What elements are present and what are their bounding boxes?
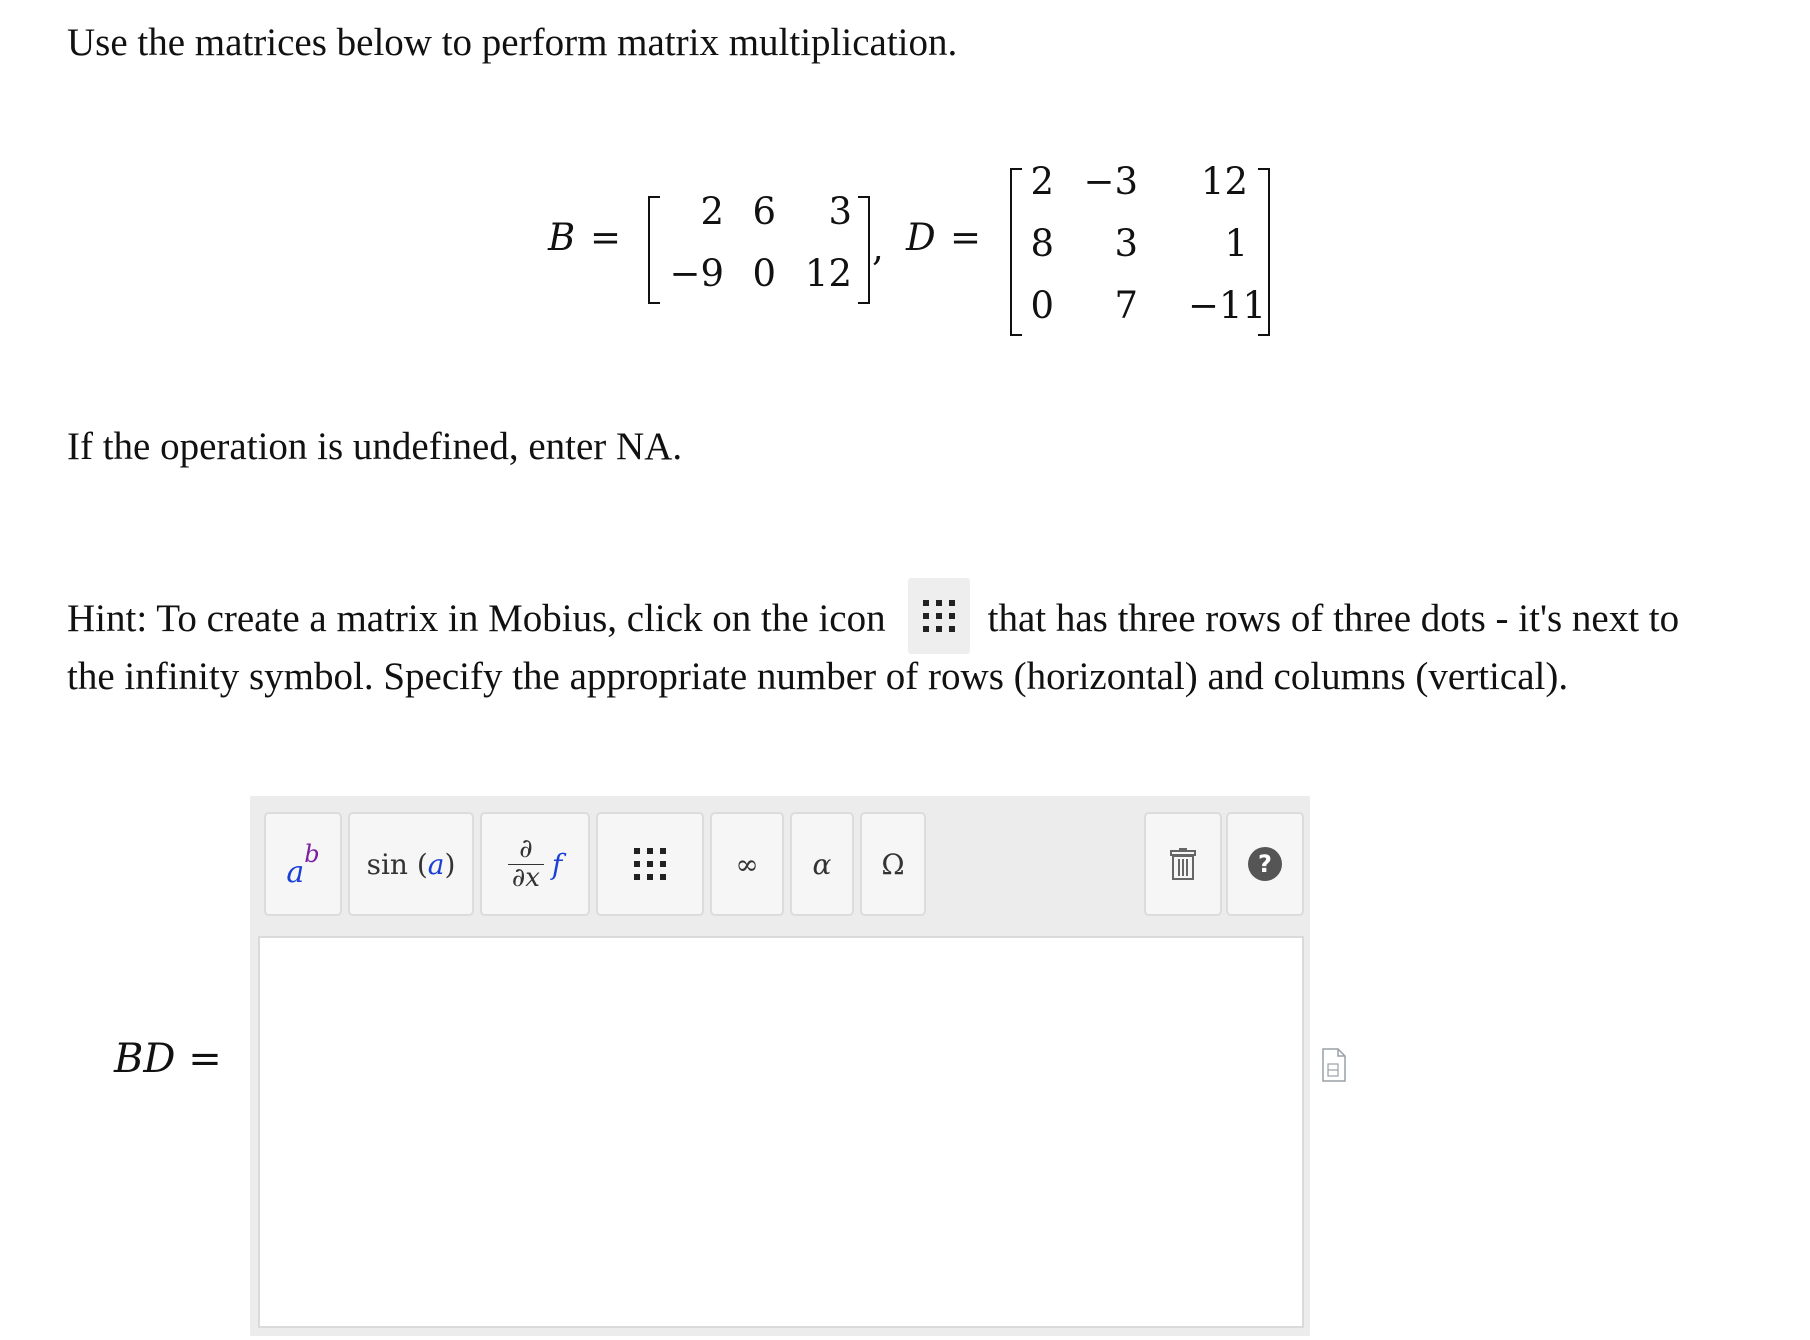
hint-line-1 xyxy=(67,584,1679,660)
matrix-d-label: D xyxy=(906,216,936,259)
infinity-icon: ∞ xyxy=(735,847,759,881)
matrix-b-cell: −9 xyxy=(669,252,724,295)
alpha-icon: α xyxy=(812,847,832,881)
help-button[interactable] xyxy=(1226,812,1304,916)
exponent-button[interactable] xyxy=(264,812,342,916)
answer-equals: = xyxy=(188,1036,222,1082)
hint-line-2: the infinity symbol. Specify the appropriate number of rows (horizontal) and columns (vertical). xyxy=(67,655,1569,698)
matrix-d-cell: −3 xyxy=(1083,160,1138,203)
matrix-d-cell: 1 xyxy=(1224,222,1248,265)
equals-sign-d: = xyxy=(950,216,982,259)
intro-text: Use the matrices below to perform matrix multiplication. xyxy=(67,21,958,64)
answer-label xyxy=(114,1036,222,1082)
matrix-b-cell: 2 xyxy=(700,190,724,233)
math-editor xyxy=(250,796,1310,1336)
derivative-button[interactable] xyxy=(480,812,590,916)
document-icon[interactable] xyxy=(1322,1048,1346,1082)
matrix-b-left-bracket xyxy=(648,196,660,304)
sin-label: sin xyxy=(366,847,408,881)
matrix-d-right-bracket xyxy=(1258,168,1270,336)
exponent-base: a xyxy=(286,854,305,890)
matrix-b-cell: 6 xyxy=(752,190,776,233)
undefined-note: If the operation is undefined, enter NA. xyxy=(67,425,683,468)
matrix-d-cell: 8 xyxy=(1030,222,1054,265)
trash-icon xyxy=(1169,847,1197,881)
partial-numerator: ∂ xyxy=(519,834,533,865)
matrix-dots-icon xyxy=(908,578,970,654)
matrix-d-cell: 7 xyxy=(1114,284,1138,327)
hint-text-before: Hint: To create a matrix in Mobius, click on the icon xyxy=(67,596,886,640)
matrix-b-label: B xyxy=(548,216,576,259)
hint-text-after: that has three rows of three dots - it's next to xyxy=(987,596,1680,640)
partial-denominator: ∂x xyxy=(511,862,540,893)
matrix-b-right-bracket xyxy=(858,196,870,304)
omega-icon: Ω xyxy=(881,847,905,881)
equals-sign-b: = xyxy=(590,216,622,259)
matrix-d-cell: 2 xyxy=(1030,160,1054,203)
matrix-button[interactable] xyxy=(596,812,704,916)
partial-f: f xyxy=(551,847,563,881)
answer-label-text: BD xyxy=(114,1036,176,1082)
infinity-button[interactable] xyxy=(710,812,784,916)
exponent-sup: b xyxy=(304,840,320,868)
comma: , xyxy=(872,226,884,269)
help-icon: ? xyxy=(1248,847,1282,881)
matrix-d-cell: 0 xyxy=(1030,284,1054,327)
matrix-grid-icon xyxy=(634,848,666,880)
sin-arg: a xyxy=(427,847,445,881)
matrix-d-cell: 3 xyxy=(1114,222,1138,265)
matrix-b-cell: 12 xyxy=(804,252,852,295)
answer-input[interactable] xyxy=(258,936,1304,1328)
matrix-b-cell: 3 xyxy=(828,190,852,233)
matrix-d-cell: −11 xyxy=(1188,284,1267,327)
sin-function-button[interactable]: sin ( a ) xyxy=(348,812,474,916)
matrix-b-cell: 0 xyxy=(752,252,776,295)
special-symbols-button[interactable] xyxy=(860,812,926,916)
matrix-d-cell: 12 xyxy=(1200,160,1248,203)
clear-button[interactable] xyxy=(1144,812,1222,916)
greek-alpha-button[interactable] xyxy=(790,812,854,916)
